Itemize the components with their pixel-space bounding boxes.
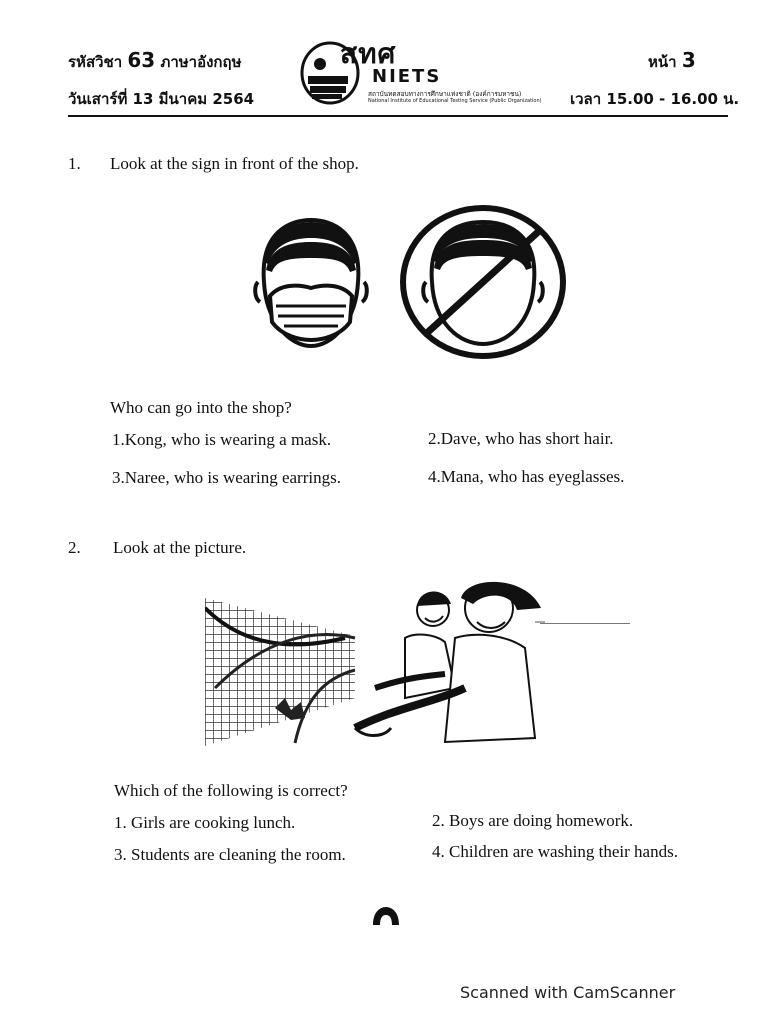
question-1-option-2[interactable] xyxy=(428,429,614,449)
option-text: Dave, who has short hair. xyxy=(440,429,614,448)
subject-code-label: รหัสวิชา xyxy=(68,53,123,71)
subject-code xyxy=(68,48,241,74)
question-2-number: 2. xyxy=(68,538,81,557)
page-number-value: 3 xyxy=(681,48,696,72)
option-text: Students are cleaning the room. xyxy=(131,845,346,864)
option-label: 1. xyxy=(114,813,127,832)
question-2-prompt: Look at the picture. xyxy=(113,538,247,557)
logo-title: สทศ xyxy=(340,37,397,70)
exam-time: เวลา 15.00 - 16.00 น. xyxy=(570,90,740,108)
question-1-number: 1. xyxy=(68,154,81,173)
question-1-option-3[interactable] xyxy=(112,468,341,488)
page-label: หน้า xyxy=(648,53,677,71)
mask-face-icon xyxy=(250,212,372,352)
option-text: Children are washing their hands. xyxy=(449,842,678,861)
photo-edge-line xyxy=(540,623,630,624)
niets-logo xyxy=(300,38,562,106)
option-label: 2. xyxy=(432,811,445,830)
question-1-option-4[interactable] xyxy=(428,467,624,487)
option-label: 1. xyxy=(112,430,125,449)
option-label: 2. xyxy=(428,429,441,448)
question-1-text: Who can go into the shop? xyxy=(110,398,292,417)
page-number xyxy=(648,48,696,74)
header-divider xyxy=(68,115,728,117)
camscanner-watermark: Scanned with CamScanner xyxy=(460,983,676,1002)
logo-subtitle: NIETS xyxy=(372,66,442,87)
exam-date: วันเสาร์ที่ 13 มีนาคม 2564 xyxy=(68,90,255,108)
question-2-option-4[interactable] xyxy=(432,842,678,862)
page-mark-icon xyxy=(371,905,401,927)
logo-thai-name: สถาบันทดสอบทางการศึกษาแห่งชาติ (องค์การมหาชน) xyxy=(368,90,522,98)
handwashing-photo xyxy=(205,578,545,746)
option-label: 4. xyxy=(428,467,441,486)
option-text: Mana, who has eyeglasses. xyxy=(440,467,625,486)
option-label: 4. xyxy=(432,842,445,861)
question-2-option-2[interactable] xyxy=(432,811,633,831)
option-label: 3. xyxy=(112,468,125,487)
logo-english-name: National Institute of Educational Testing Service (Public Organization) xyxy=(368,98,542,104)
subject-code-value: 63 xyxy=(127,48,156,72)
option-label: 3. xyxy=(114,845,127,864)
question-2-option-1[interactable] xyxy=(114,813,295,833)
no-mask-sign-icon xyxy=(398,204,568,360)
question-1-option-1[interactable] xyxy=(112,430,331,450)
question-2-option-3[interactable] xyxy=(114,845,346,865)
option-text: Boys are doing homework. xyxy=(449,811,634,830)
question-2-text: Which of the following is correct? xyxy=(114,781,348,800)
subject-name: ภาษาอังกฤษ xyxy=(160,53,242,71)
option-text: Naree, who is wearing earrings. xyxy=(124,468,341,487)
question-1-prompt: Look at the sign in front of the shop. xyxy=(110,154,359,173)
option-text: Kong, who is wearing a mask. xyxy=(124,430,332,449)
option-text: Girls are cooking lunch. xyxy=(131,813,296,832)
